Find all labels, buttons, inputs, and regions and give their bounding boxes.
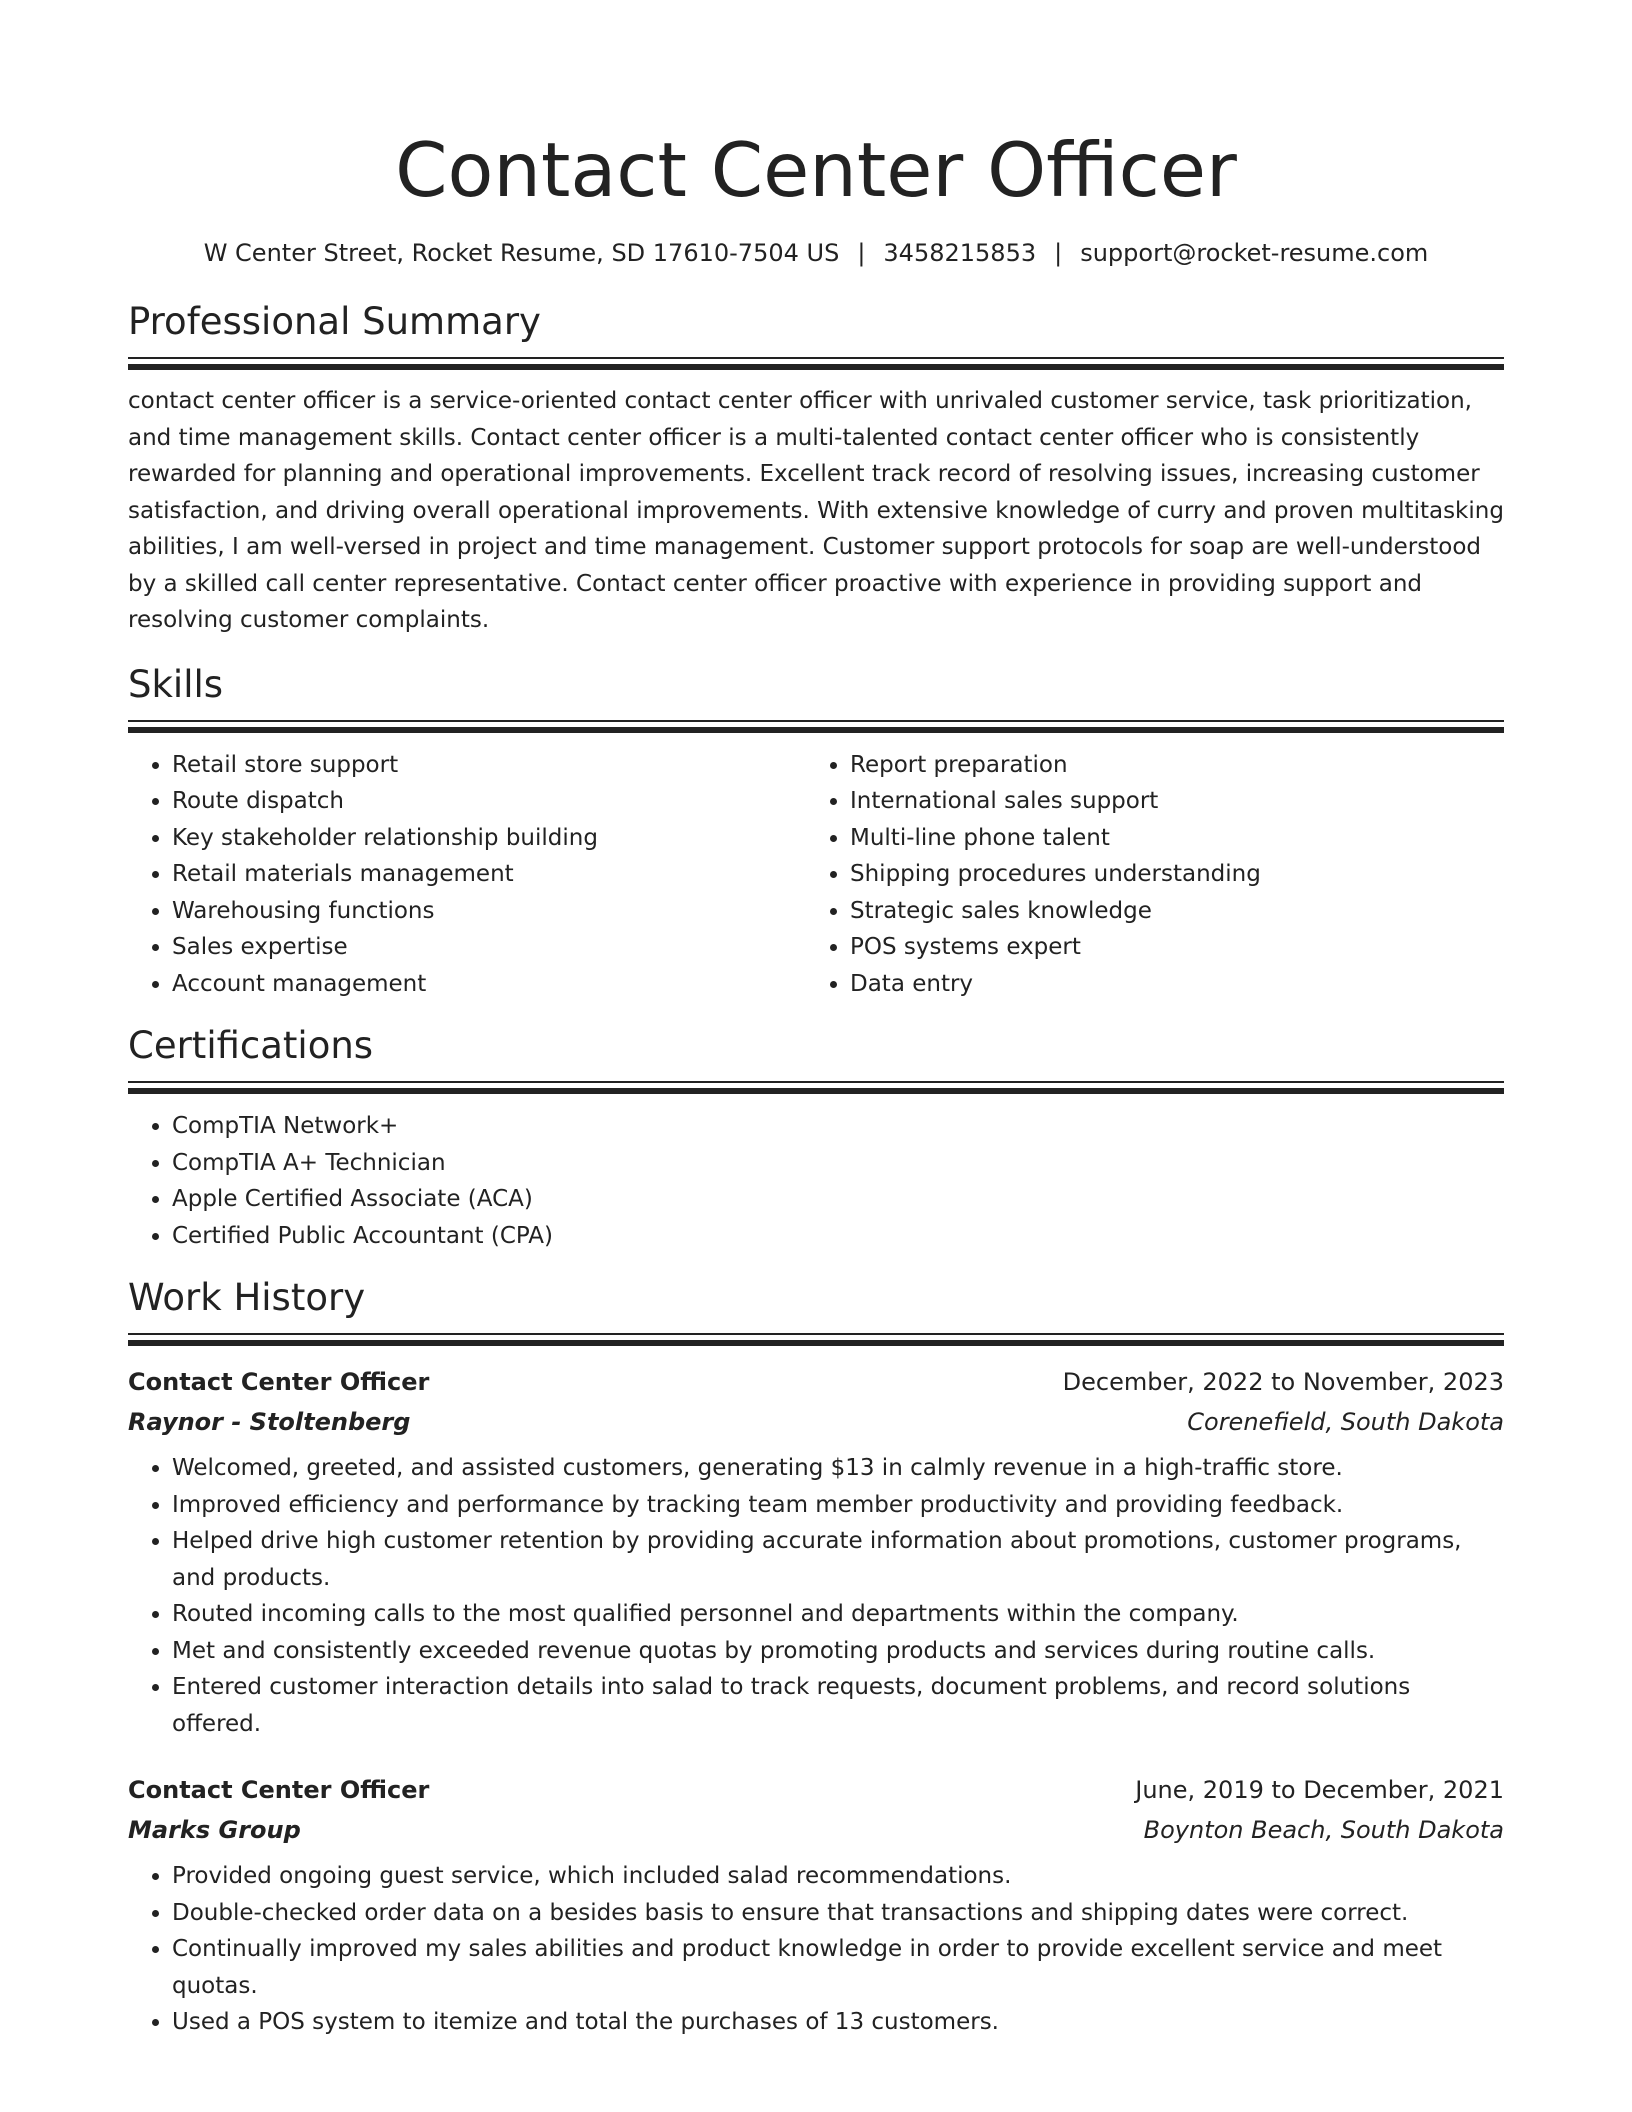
contact-address: W Center Street, Rocket Resume, SD 17610-7504 US	[203, 239, 840, 267]
certification-item: • CompTIA Network+	[172, 1108, 1504, 1145]
skill-item: • POS systems expert	[850, 929, 1484, 966]
work-history-section	[128, 1274, 1504, 2041]
skills-section	[128, 661, 1504, 1003]
skill-item: • Strategic sales knowledge	[850, 893, 1484, 930]
job-title: Contact Center Officer	[128, 1776, 430, 1804]
skill-item: • Report preparation	[850, 747, 1484, 784]
job-bullet: • Used a POS system to itemize and total the purchases of 13 customers.	[172, 2004, 1504, 2041]
job-location: Corenefield, South Dakota	[1187, 1408, 1504, 1436]
summary-heading: Professional Summary	[128, 300, 541, 343]
job-company-row	[128, 1810, 1504, 1850]
job-bullet: • Welcomed, greeted, and assisted customers, generating $13 in calmly revenue in a high-traffic store.	[172, 1450, 1504, 1487]
skill-item: • International sales support	[850, 783, 1484, 820]
job-bullet: • Helped drive high customer retention by providing accurate information about promotions, customer programs, and products.	[172, 1523, 1504, 1596]
job-company: Raynor - Stoltenberg	[128, 1408, 411, 1436]
section-divider	[128, 720, 1504, 733]
skill-item: • Key stakeholder relationship building	[172, 820, 806, 857]
contact-separator: |	[1054, 239, 1063, 267]
job-dates: June, 2019 to December, 2021	[1135, 1776, 1504, 1804]
section-divider	[128, 357, 1504, 370]
job-header-row	[128, 1770, 1504, 1810]
skill-item: • Shipping procedures understanding	[850, 856, 1484, 893]
skill-item: • Data entry	[850, 966, 1484, 1003]
job-bullets	[128, 1858, 1504, 2041]
skill-item: • Sales expertise	[172, 929, 806, 966]
job-bullet: • Improved efficiency and performance by tracking team member productivity and providing feedback.	[172, 1487, 1504, 1524]
certification-item: • Apple Certified Associate (ACA)	[172, 1181, 1504, 1218]
resume-page	[128, 0, 1504, 2041]
section-divider	[128, 1081, 1504, 1094]
job-dates: December, 2022 to November, 2023	[1062, 1368, 1504, 1396]
contact-email: support@rocket-resume.com	[1080, 239, 1429, 267]
job-company: Marks Group	[128, 1816, 301, 1844]
certifications-list	[128, 1108, 1504, 1254]
certifications-section	[128, 1022, 1504, 1254]
skills-list-right	[806, 747, 1484, 1003]
job-header-row	[128, 1362, 1504, 1402]
certifications-heading: Certifications	[128, 1024, 374, 1067]
skill-item: • Account management	[172, 966, 806, 1003]
job-location: Boynton Beach, South Dakota	[1143, 1816, 1504, 1844]
job-company-row	[128, 1402, 1504, 1442]
work-history-heading: Work History	[128, 1276, 366, 1319]
skill-item: • Retail store support	[172, 747, 806, 784]
job-bullet: • Continually improved my sales abilities and product knowledge in order to provide excellent service and meet quotas.	[172, 1931, 1504, 2004]
resume-name: Contact Center Officer	[395, 126, 1237, 214]
summary-section	[128, 298, 1504, 639]
job-title: Contact Center Officer	[128, 1368, 430, 1396]
skill-item: • Retail materials management	[172, 856, 806, 893]
skill-item: • Route dispatch	[172, 783, 806, 820]
job-entry	[128, 1770, 1504, 2041]
job-bullet: • Entered customer interaction details into salad to track requests, document problems, and record solutions offered.	[172, 1669, 1504, 1742]
skills-grid	[128, 747, 1504, 1003]
job-bullet: • Provided ongoing guest service, which included salad recommendations.	[172, 1858, 1504, 1895]
contact-phone: 3458215853	[883, 239, 1037, 267]
certification-item: • CompTIA A+ Technician	[172, 1145, 1504, 1182]
summary-text: contact center officer is a service-oriented contact center officer with unrivaled customer service, task prioritization, and time management skills. Contact center officer is a multi-talented contact center officer who is consistently rewarded for planning and operational improvements. Excellent track record of resolving issues, increasing customer satisfaction, and driving overall operational improvements. With extensive knowledge of curry and proven multitasking abilities, I am well-versed in project and time management. Customer support protocols for soap are well-understood by a skilled call center representative. Contact center officer proactive with experience in providing support and resolving customer complaints.	[128, 388, 1504, 633]
job-bullet: • Double-checked order data on a besides basis to ensure that transactions and shipping dates were correct.	[172, 1895, 1504, 1932]
section-divider	[128, 1333, 1504, 1346]
skills-list-left	[128, 747, 806, 1003]
job-bullet: • Met and consistently exceeded revenue quotas by promoting products and services during routine calls.	[172, 1633, 1504, 1670]
skill-item: • Multi-line phone talent	[850, 820, 1484, 857]
certification-item: • Certified Public Accountant (CPA)	[172, 1218, 1504, 1255]
contact-separator: |	[857, 239, 866, 267]
job-entry	[128, 1362, 1504, 1742]
skill-item: • Warehousing functions	[172, 893, 806, 930]
contact-line	[128, 236, 1504, 270]
job-bullets	[128, 1450, 1504, 1742]
job-bullet: • Routed incoming calls to the most qualified personnel and departments within the company.	[172, 1596, 1504, 1633]
skills-heading: Skills	[128, 662, 224, 706]
